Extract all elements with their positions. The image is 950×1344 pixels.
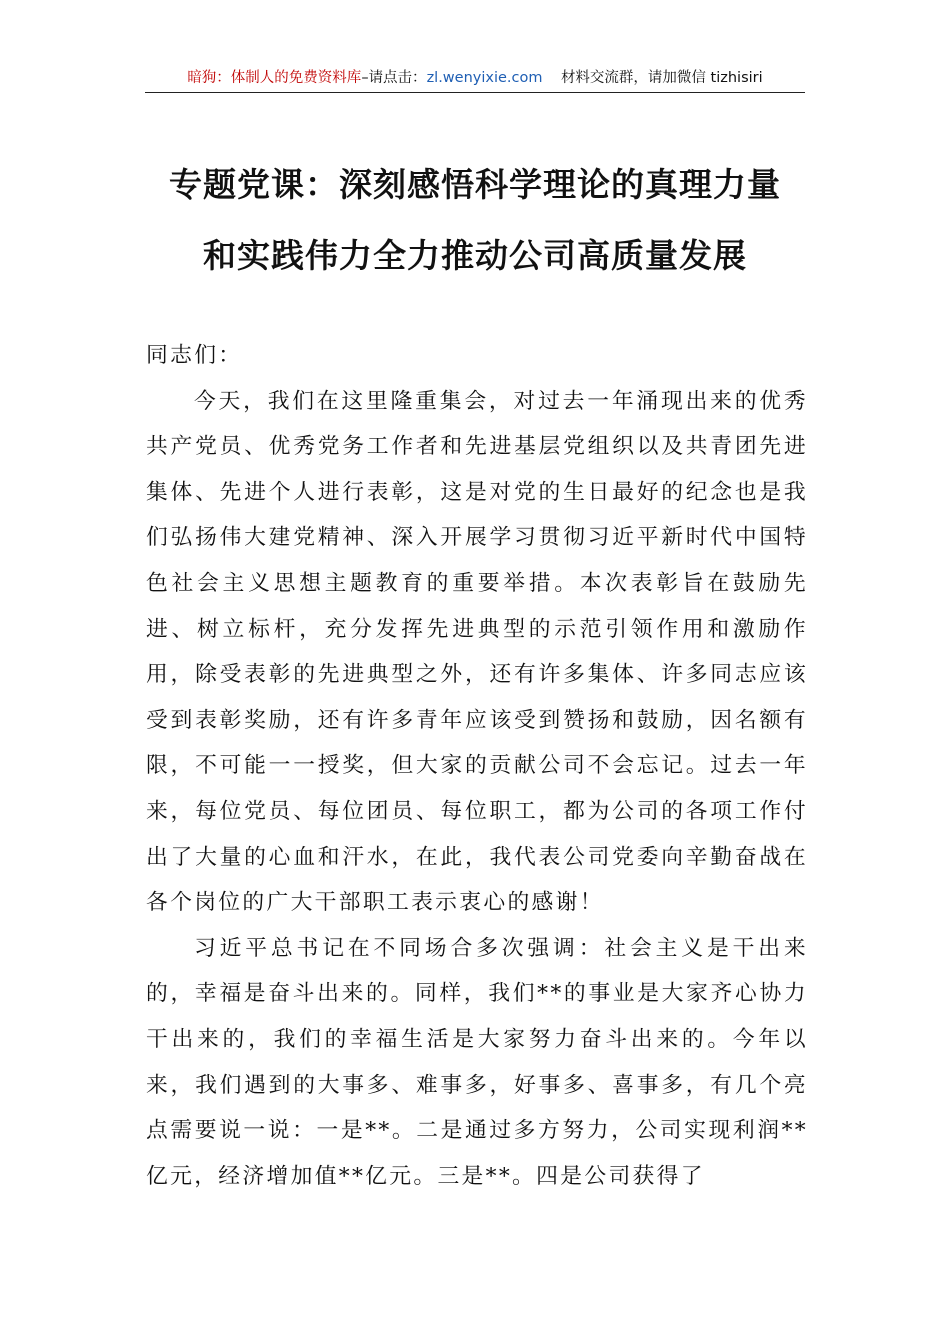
header-spacer <box>543 70 561 86</box>
paragraph: 今天，我们在这里隆重集会，对过去一年涌现出来的优秀共产党员、优秀党务工作者和先进基层党组织以及共青团先进集体、先进个人进行表彰，这是对党的生日最好的纪念也是我们弘扬伟大建党精神、深入开展学习贯彻习近平新时代中国特色社会主义思想主题教育的重要举措。本次表彰旨在鼓励先进、树立标杆，充分发挥先进典型的示范引领作用和激励作用，除受表彰的先进典型之外，还有许多集体、许多同志应该受到表彰奖励，还有许多青年应该受到赞扬和鼓励，因名额有限，不可能一一授奖，但大家的贡献公司不会忘记。过去一年来，每位党员、每位团员、每位职工，都为公司的各项工作付出了大量的心血和汗水，在此，我代表公司党委向辛勤奋战在各个岗位的广大干部职工表示衷心的感谢！ <box>146 388 808 916</box>
header-click-prompt: –请点击： <box>361 70 427 86</box>
document-body <box>146 333 808 1199</box>
header-url-link[interactable]: zl.wenyixie.com <box>426 70 543 86</box>
document-title-line2: 和实践伟力全力推动公司高质量发展 <box>203 236 747 275</box>
salutation: 同志们： <box>146 343 243 368</box>
header-site-name: 暗狗：体制人的免费资料库 <box>187 70 362 86</box>
header-group-info: 材料交流群，请加微信 tizhisiri <box>560 70 763 86</box>
paragraph: 习近平总书记在不同场合多次强调：社会主义是干出来的，幸福是奋斗出来的。同样，我们**的事业是大家齐心协力干出来的，我们的幸福生活是大家努力奋斗出来的。今年以来，我们遇到的大事多、难事多，好事多、喜事多，有几个亮点需要说一说：一是**。二是通过多方努力，公司实现利润**亿元，经济增加值**亿元。三是**。四是公司获得了 <box>146 935 808 1189</box>
document-title-line1: 专题党课：深刻感悟科学理论的真理力量 <box>169 165 781 204</box>
page-header <box>145 66 805 93</box>
